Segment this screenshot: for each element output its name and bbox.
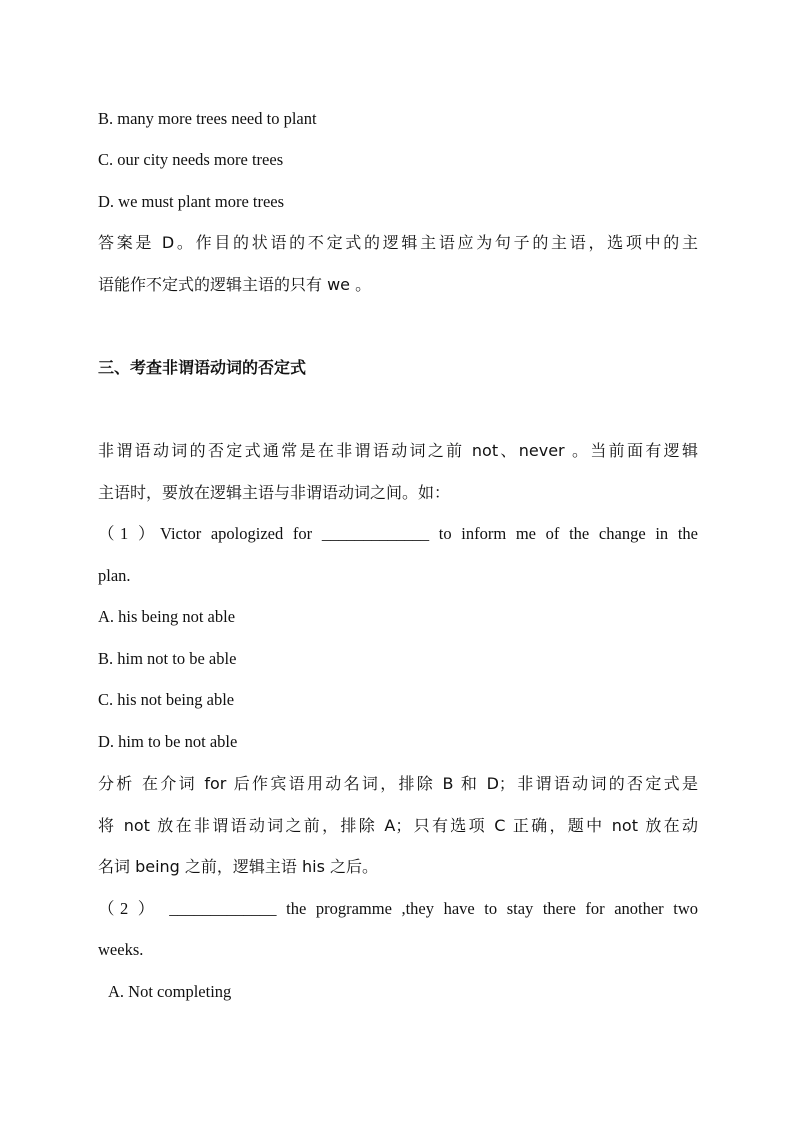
analysis-line-3: 名词 being 之前，逻辑主语 his 之后。 [98,857,379,876]
option-b-line: B. many more trees need to plant [98,109,317,128]
section-heading: 三、考查非谓语动词的否定式 [98,358,307,377]
question-1-line-1: （1 ）Victor apologized for _____________ to inform me of the change in the [98,524,698,543]
option-c-line: C. our city needs more trees [98,150,284,169]
question-1-option-a: A. his being not able [98,607,236,626]
answer-line-1: 答案是 D。作目的状语的不定式的逻辑主语应为句子的主语，选项中的主 [98,233,698,252]
intro-line-2: 主语时，要放在逻辑主语与非谓语动词之间。如： [98,483,451,502]
question-2-option-a: A. Not completing [108,982,232,1001]
answer-line-2: 语能作不定式的逻辑主语的只有 we 。 [98,275,372,294]
intro-line-1: 非谓语动词的否定式通常是在非谓语动词之前 not、never 。当前面有逻辑 [98,441,698,460]
question-1-option-c: C. his not being able [98,690,235,709]
question-1-option-b: B. him not to be able [98,649,237,668]
question-2-line-1: （2 ） _____________ the programme ,they have to stay there for another two [98,899,698,918]
analysis-line-2: 将 not 放在非谓语动词之前，排除 A；只有选项 C 正确，题中 not 放在动 [98,816,698,835]
question-1-option-d: D. him to be not able [98,732,238,751]
option-d-line: D. we must plant more trees [98,192,285,211]
question-1-line-2: plan. [98,566,131,585]
analysis-line-1: 分析 在介词 for 后作宾语用动名词，排除 B 和 D；非谓语动词的否定式是 [98,774,698,793]
question-2-line-2: weeks. [98,940,144,959]
